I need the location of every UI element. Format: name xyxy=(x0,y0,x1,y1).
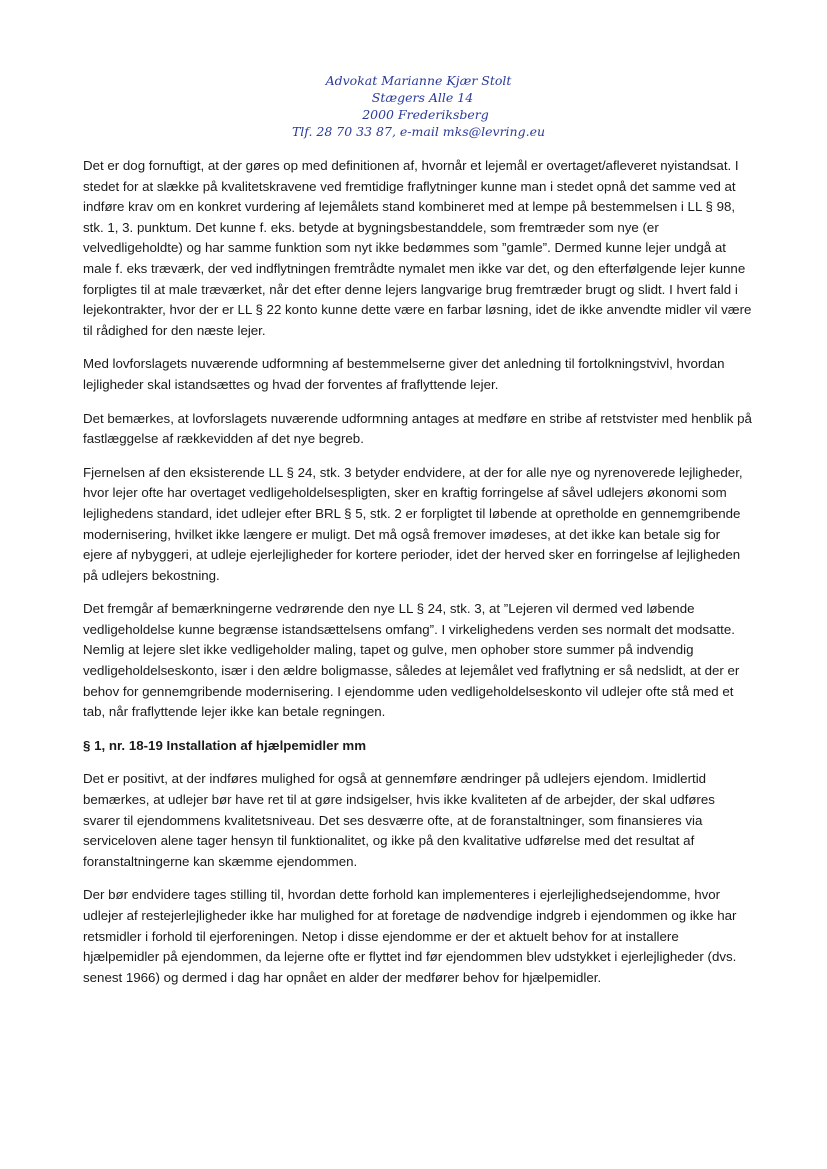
paragraph-2: Med lovforslagets nuværende udformning af bestemmelserne giver det anledning til fortolkningstvivl, hvordan lejligheder skal istandsættes og hvad der forventes af fraflyttende lejer. xyxy=(83,356,725,392)
letterhead-street: Stægers Alle 14 xyxy=(371,90,474,105)
paragraph-3: Det bemærkes, at lovforslagets nuværende udformning antages at medføre en stribe af retstvister med henblik på fastlæggelse af rækkevidden af det nye begreb. xyxy=(83,410,752,447)
paragraph-5: Det fremgår af bemærkningerne vedrørende den nye LL § 24, stk. 3, at ”Lejeren vil dermed ved løbende vedligeholdelse kunne begrænse istandsættelsens omfang”. I virkelighedens verden ses normalt det modsatte. Nemlig at lejere slet ikke vedligeholder maling, tapet og gulve, men ophober store summer på indvendig vedligeholdelseskonto, især i den ældre boligmasse, således at lejemålet ved fraflytning er så nedslidt, at der er behov for gennemgribende modernisering. I ejendomme uden vedligeholdelseskonto vil udlejer ofte stå med et tab, når fraflyttende lejer ikke kan betale regningen. xyxy=(83,601,740,720)
document-body xyxy=(83,156,753,1001)
letterhead-city: 2000 Frederiksberg xyxy=(362,107,489,122)
paragraph-7: Der bør endvidere tages stilling til, hvordan dette forhold kan implementeres i ejerlejlighedsejendomme, hvor udlejer af restejerlejligheder ikke har mulighed for at foretage de nødvendige indgreb i ejendommen og ikke har retsmidler i forhold til ejerforeningen. Netop i disse ejendomme er der et aktuelt behov for at installere hjælpemidler på ejendommen, da lejerne ofte er flyttet ind før ejendommen blev udstykket i ejerlejligheder (dvs. senest 1966) og dermed i dag har opnået en alder der medfører behov for hjælpemidler. xyxy=(83,887,737,985)
paragraph-6: Det er positivt, at der indføres mulighed for også at gennemføre ændringer på udlejers ejendom. Imidlertid bemærkes, at udlejer bør have ret til at gøre indsigelser, hvis ikke kvaliteten af de arbejder, der skal udføres svarer til ejendommens kvalitetsniveau. Det ses desværre ofte, at de foranstaltninger, som finansieres via serviceloven alene tager hensyn til funktionalitet, og ikke på den kvalitative udførelse med det resultat af foranstaltningerne kan skæmme ejendommen. xyxy=(83,771,715,869)
letterhead-contact: Tlf. 28 70 33 87, e-mail mks@levring.eu xyxy=(291,124,546,139)
letterhead-name: Advokat Marianne Kjær Stolt xyxy=(325,73,512,88)
section-heading: § 1, nr. 18-19 Installation af hjælpemidler mm xyxy=(83,737,367,753)
letterhead xyxy=(0,72,827,140)
paragraph-4: Fjernelsen af den eksisterende LL § 24, stk. 3 betyder endvidere, at der for alle nye og nyrenoverede lejligheder, hvor lejer ofte har overtaget vedligeholdelsespligten, sker en kraftig forringelse af såvel udlejers økonomi som lejlighedens standard, idet udlejer efter BRL § 5, stk. 2 er forpligtet til løbende at opretholde en gennemgribende modernisering, hvilket ikke længere er muligt. Det må også fremover imødeses, at det ikke kan betale sig for ejere af nybyggeri, at udleje ejerlejligheder for kortere perioder, idet der herved sker en forringelse af lejligheden på udlejers bekostning. xyxy=(83,464,743,583)
paragraph-1: Det er dog fornuftigt, at der gøres op med definitionen af, hvornår et lejemål er overtaget/afleveret nyistandsat. I stedet for at slække på kvalitetskravene ved fremtidige fraflytninger kunne man i stedet opnå det samme ved at indføre krav om en konkret vurdering af lejemålets stand kombineret med at lempe på bestemmelsen i LL § 98, stk. 1, 3. punktum. Det kunne f. eks. betyde at bygningsbestanddele, som fremtræder som nye (er velvedligeholdte) og har samme funktion som nyt ikke bedømmes som ”gamle”. Dermed kunne lejer undgå at male f. eks træværk, der ved indflytningen fremtrådte nymalet men ikke var det, og den efterfølgende lejer kunne forpligtes til at male træværket, når det efter denne lejers langvarige brug fremtræder brugt og slidt. I hvert fald i lejekontrakter, hvor der er LL § 22 konto kunne dette være en farbar løsning, idet de ikke anvendte midler vil være til rådighed for den næste lejer. xyxy=(83,158,752,338)
